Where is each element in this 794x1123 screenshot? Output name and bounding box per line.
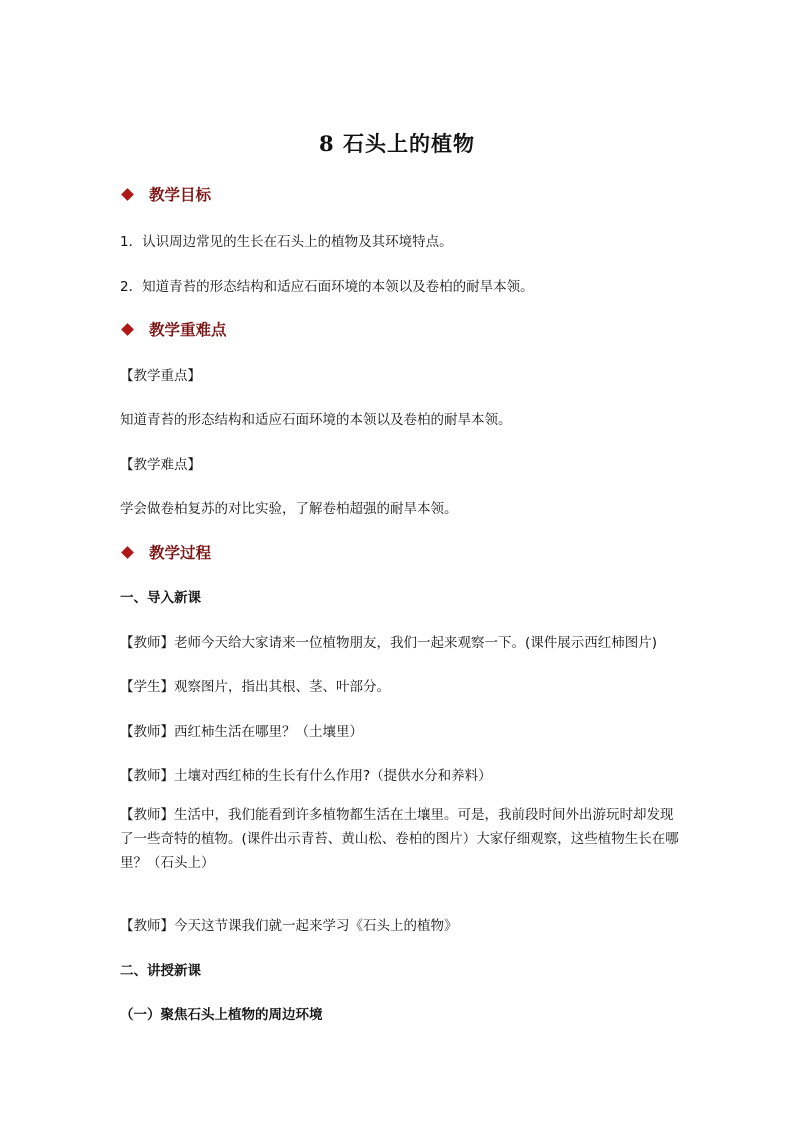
document-title: 8 石头上的植物 <box>319 131 475 156</box>
diamond-bullet-icon <box>121 546 134 559</box>
dialogue-text: 今天这节课我们就一起来学习《石头上的植物》 <box>174 918 458 934</box>
dialogue-line-3 <box>120 720 363 740</box>
dialogue-text: 土壤对西红柿的生长有什么作用?（提供水分和养料） <box>174 768 492 784</box>
diamond-bullet-icon <box>121 188 134 201</box>
part-heading-intro: 一、导入新课 <box>120 590 201 606</box>
dialogue-text: 老师今天给大家请来一位植物朋友，我们一起来观察一下。(课件展示西红柿图片) <box>174 635 658 651</box>
dialogue-text: 生活中，我们能看到许多植物都生活在土壤里。可是，我前段时间外出游玩时却发现了一些奇特的植物。(课件出示青苔、黄山松、卷柏的图片）大家仔细观察，这些植物生长在哪里？（石头上） <box>120 807 679 871</box>
difficult-point-text: 学会做卷柏复苏的对比实验，了解卷柏超强的耐旱本领。 <box>120 501 458 517</box>
goal-item-1: 1．认识周边常见的生长在石头上的植物及其环境特点。 <box>120 234 453 250</box>
section-heading-text: 教学过程 <box>149 544 212 562</box>
speaker-label: 【教师】 <box>120 724 174 740</box>
speaker-label: 【学生】 <box>120 679 174 695</box>
section-heading-key-points <box>120 318 227 340</box>
speaker-label: 【教师】 <box>120 807 174 823</box>
key-point-label: 【教学重点】 <box>120 368 201 384</box>
section-heading-text: 教学重难点 <box>149 321 227 339</box>
dialogue-text: 西红柿生活在哪里？（土壤里） <box>174 724 363 740</box>
goal-item-2: 2．知道青苔的形态结构和适应石面环境的本领以及卷柏的耐旱本领。 <box>120 279 534 295</box>
section-heading-text: 教学目标 <box>149 186 212 204</box>
part-heading-new-lesson: 二、讲授新课 <box>120 963 201 979</box>
difficult-point-label: 【教学难点】 <box>120 457 201 473</box>
dialogue-line-2 <box>120 675 390 695</box>
dialogue-line-6 <box>120 914 458 934</box>
dialogue-text: 观察图片，指出其根、茎、叶部分。 <box>174 679 390 695</box>
section-heading-goals <box>120 183 211 205</box>
speaker-label: 【教师】 <box>120 768 174 784</box>
dialogue-line-5 <box>120 803 685 875</box>
key-point-text: 知道青苔的形态结构和适应石面环境的本领以及卷柏的耐旱本领。 <box>120 412 512 428</box>
dialogue-line-1 <box>120 631 657 651</box>
diamond-bullet-icon <box>121 323 134 336</box>
dialogue-line-4 <box>120 764 492 784</box>
section-heading-process <box>120 541 211 563</box>
speaker-label: 【教师】 <box>120 918 174 934</box>
speaker-label: 【教师】 <box>120 635 174 651</box>
subsection-heading-1: （一）聚焦石头上植物的周边环境 <box>120 1007 323 1023</box>
